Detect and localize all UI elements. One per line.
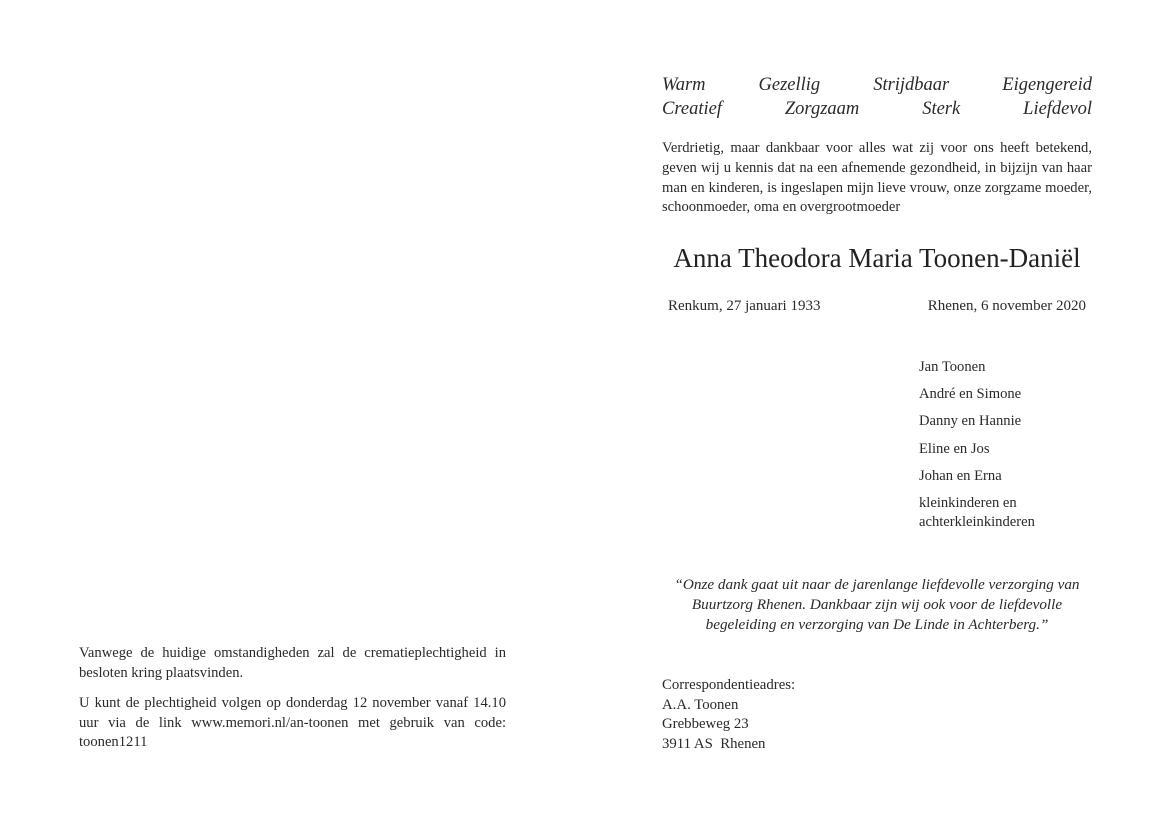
word: Liefdevol [1023,99,1092,119]
family-member: Eline en Jos [919,440,990,457]
address-name: A.A. Toonen [662,696,739,713]
word: Zorgzaam [784,99,860,119]
family-list [919,358,1069,532]
character-words-row-2 [662,97,1092,121]
family-member: Johan en Erna [919,467,1002,484]
character-words [662,73,1092,121]
death-place-date: Rhenen, 6 november 2020 [927,298,1086,314]
word: Sterk [922,99,961,119]
word: Warm [662,75,706,95]
family-member: Danny en Hannie [919,413,1022,430]
thank-you-quote: “Onze dank gaat uit naar de jarenlange liefdevolle verzorging van Buurtzorg Rhenen. Dankbaar zijn wij ook voor de liefdevolle begeleiding en verzorging van De Linde in Achterberg.” [674,576,1080,633]
word: Gezellig [758,75,821,95]
correspondence-address [662,676,795,754]
family-member: kleinkinderen en achterkleinkinderen [919,494,1035,530]
deceased-name: Anna Theodora Maria Toonen-Daniël [673,243,1081,273]
word: Eigengereid [1002,75,1092,95]
word: Creatief [662,99,722,119]
address-city: 3911 AS Rhenen [662,735,766,752]
word: Strijdbaar [873,75,950,95]
address-label: Correspondentieadres: [662,677,796,693]
announcement-text: Verdrietig, maar dankbaar voor alles wat zij voor ons heeft betekend, geven wij u kennis dat na een afnemende gezondheid, in bijzijn van haar man en kinderen, is ingeslapen mijn lieve vrouw, onze zorgzame moeder, schoonmoeder, oma en overgrootmoeder [662,140,1092,216]
livestream-note: U kunt de plechtigheid volgen op donderdag 12 november vanaf 14.10 uur via de link www.memori.nl/an-toonen met gebruik van code: toonen1211 [79,695,506,750]
address-street: Grebbeweg 23 [662,716,749,732]
family-member: André en Simone [919,386,1022,403]
ceremony-note: Vanwege de huidige omstandigheden zal de crematieplechtigheid in besloten kring plaatsvinden. [79,645,506,681]
birth-place-date: Renkum, 27 januari 1933 [668,298,821,314]
family-member: Jan Toonen [919,359,986,375]
character-words-row-1 [662,73,1092,97]
